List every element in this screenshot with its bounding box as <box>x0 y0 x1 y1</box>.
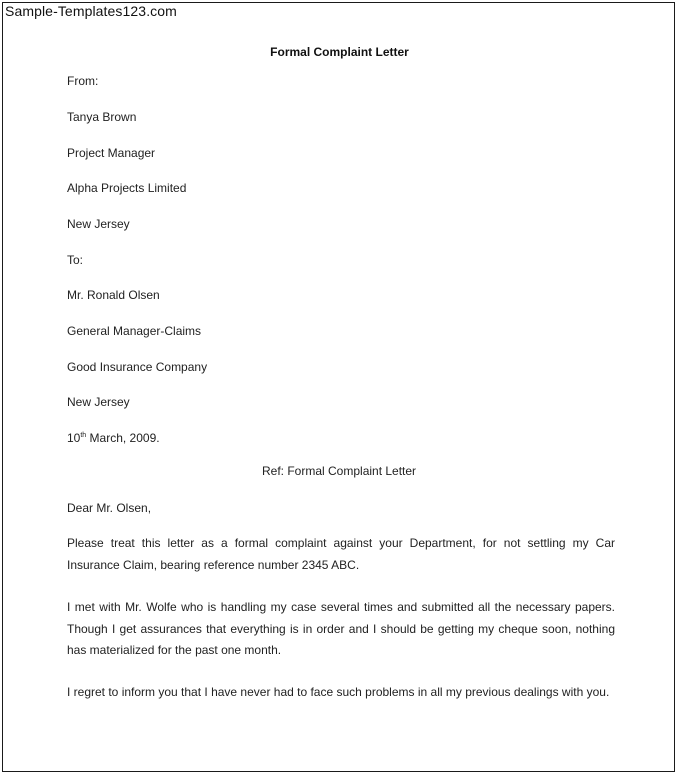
recipient-position: General Manager-Claims <box>67 324 202 338</box>
recipient-name: Mr. Ronald Olsen <box>67 288 160 302</box>
sender-position: Project Manager <box>67 146 156 160</box>
from-label: From: <box>67 74 99 88</box>
date-rest: March, 2009. <box>86 431 160 445</box>
reference-line: Ref: Formal Complaint Letter <box>262 464 417 478</box>
body-paragraph-2: I met with Mr. Wolfe who is handling my case several times and submitted all the necessary papers. Though I get assurances that everything is in order and I should be getting my cheque soon, nothing has materialized for the past one month. <box>67 600 615 657</box>
body-paragraph-1: Please treat this letter as a formal complaint against your Department, for not settling my Car Insurance Claim, bearing reference number 2345 ABC. <box>67 536 615 572</box>
watermark: Sample-Templates123.com <box>5 3 177 19</box>
recipient-company: Good Insurance Company <box>67 360 208 374</box>
date-day: 10 <box>67 431 81 445</box>
date-suffix: th <box>80 432 87 439</box>
sender-location: New Jersey <box>67 217 130 231</box>
sender-name: Tanya Brown <box>67 110 137 124</box>
salutation: Dear Mr. Olsen, <box>67 501 152 515</box>
recipient-location: New Jersey <box>67 395 130 409</box>
body-paragraph-3: I regret to inform you that I have never had to face such problems in all my previous dealings with you. <box>67 685 610 699</box>
to-label: To: <box>67 253 84 267</box>
letter-date <box>67 431 160 445</box>
sender-company: Alpha Projects Limited <box>67 181 187 195</box>
letter-title: Formal Complaint Letter <box>270 45 409 59</box>
